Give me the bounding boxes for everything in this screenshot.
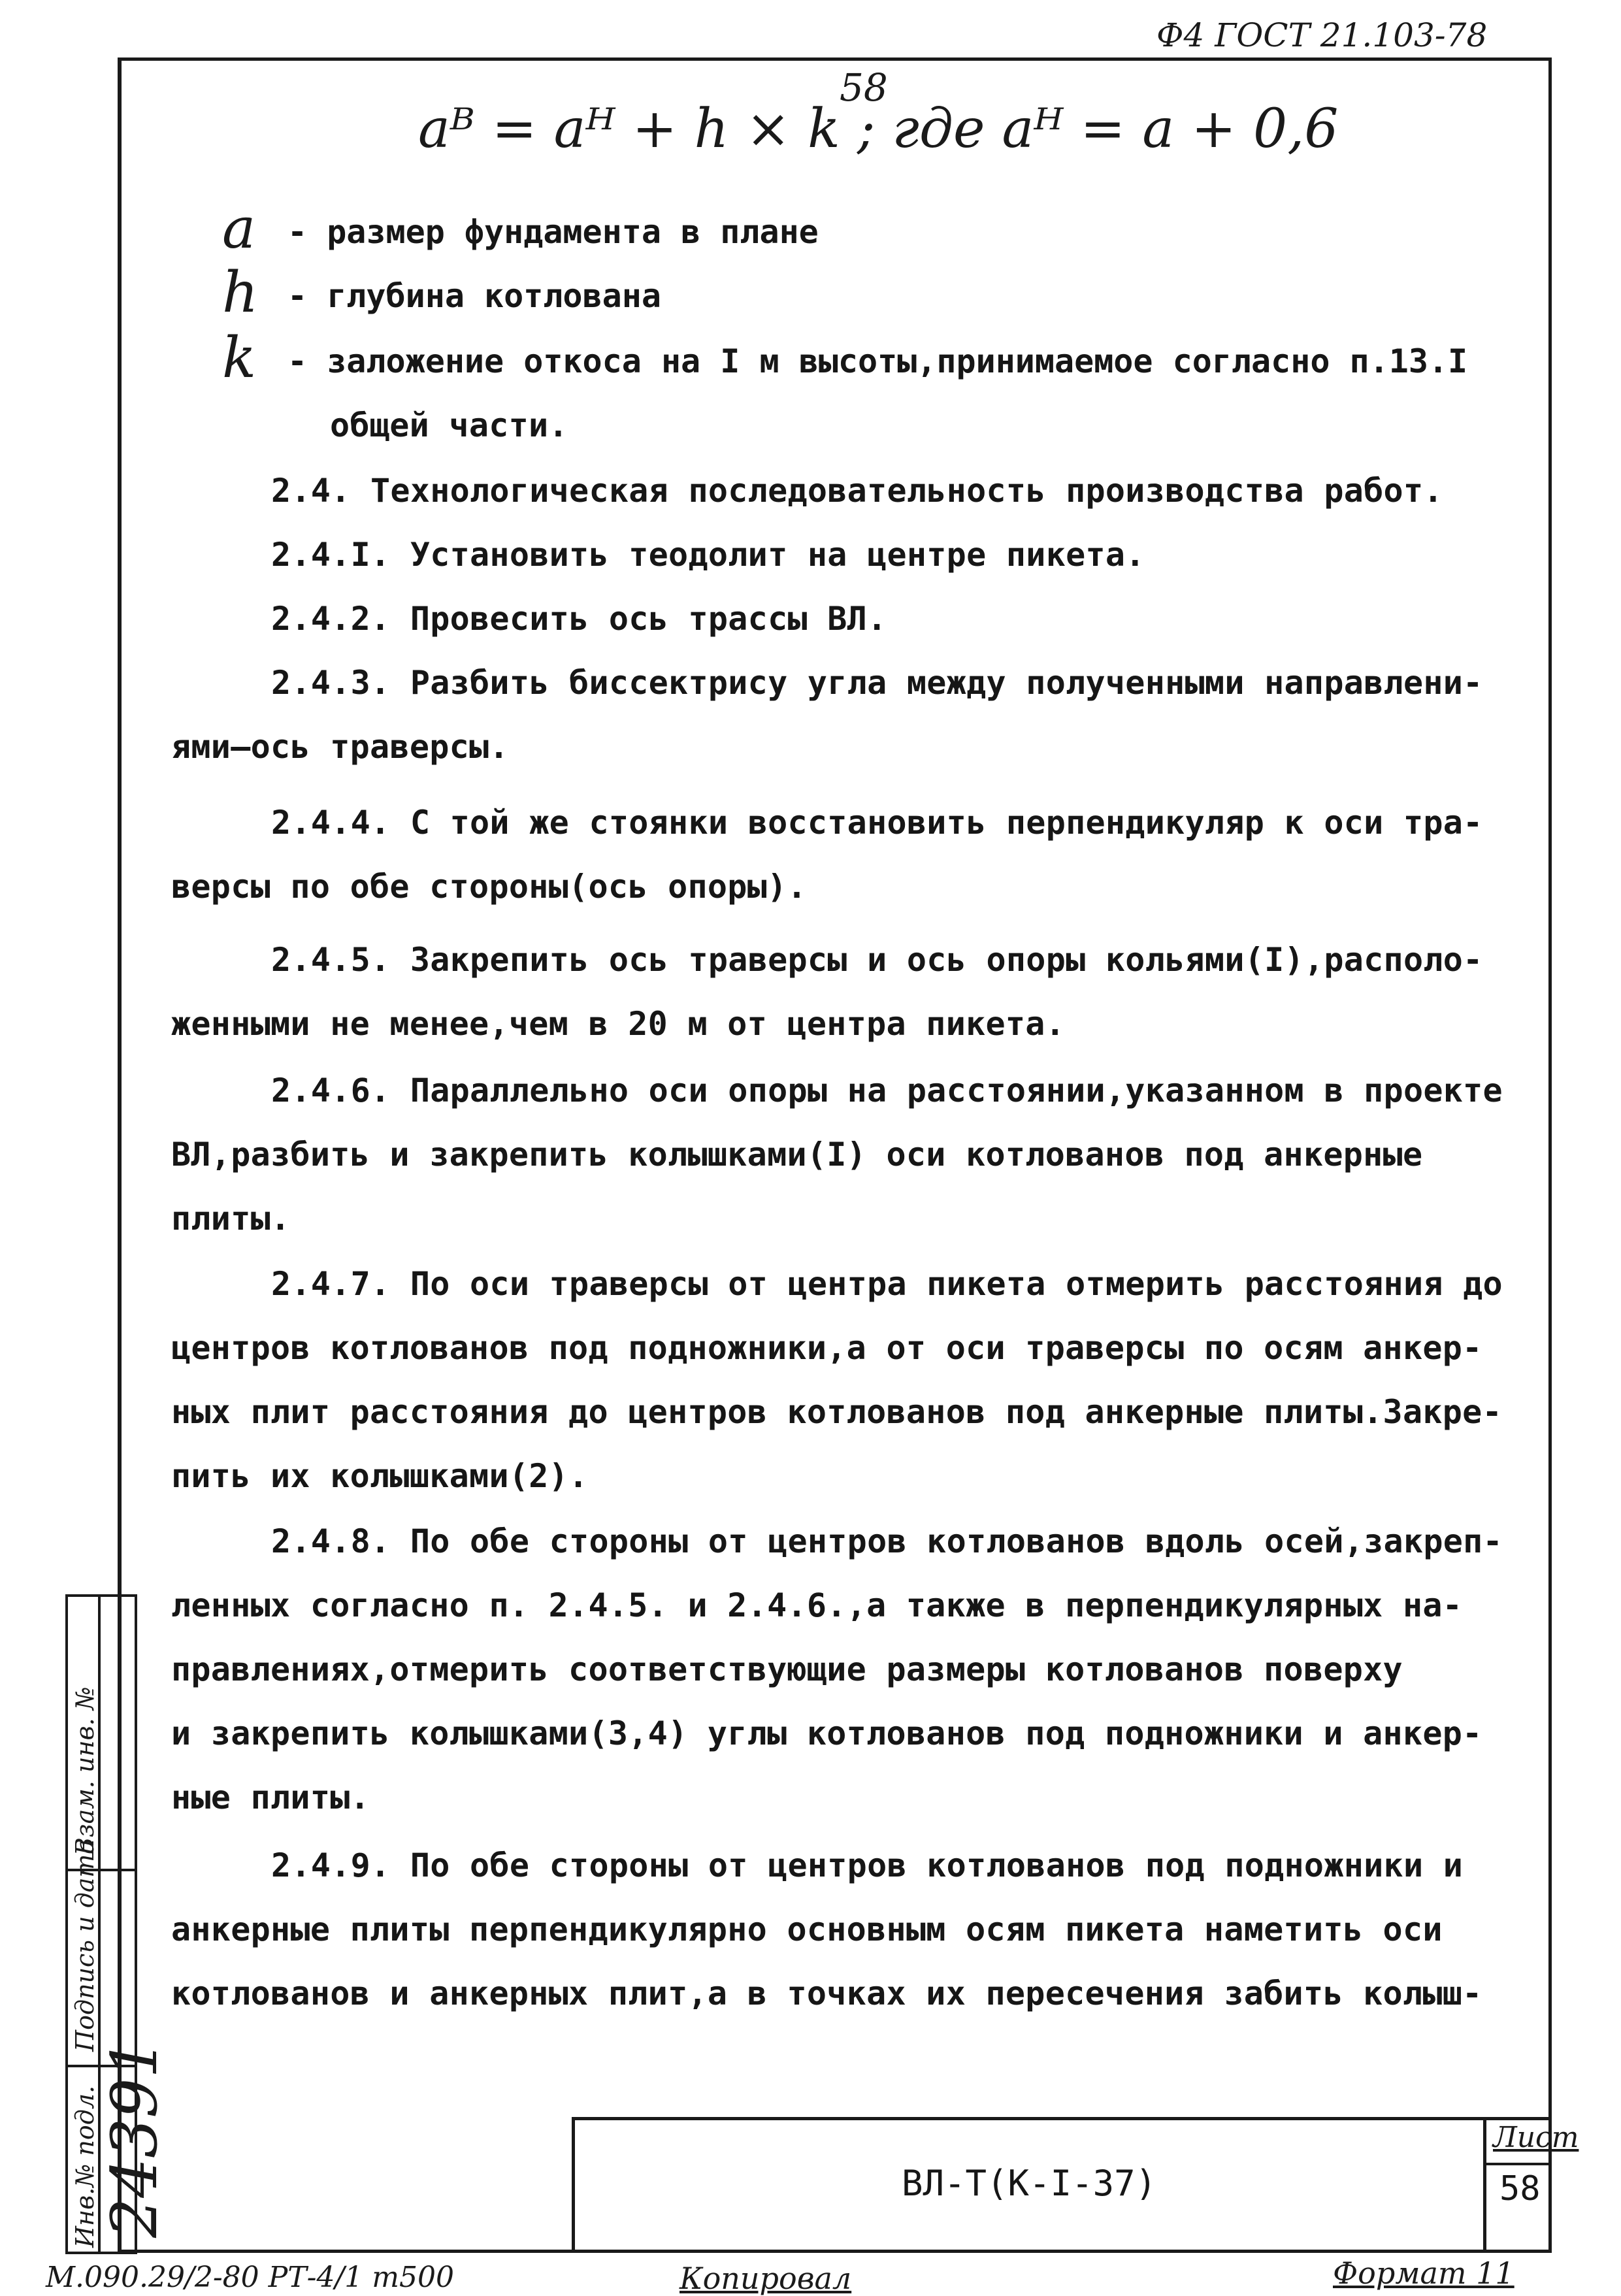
text-line: ями—ось траверсы. — [171, 728, 509, 766]
text-line: ленных согласно п. 2.4.5. и 2.4.6.,а также в перпендикулярных на- — [171, 1586, 1463, 1624]
text-line: 2.4.I. Установить теодолит на центре пикета. — [271, 536, 1145, 574]
footer-copied-by: Копировал — [680, 2261, 852, 2296]
footer-left: М.090.29/2-80 РТ-4/1 т500 — [46, 2261, 454, 2294]
legend-symbol-a: a — [222, 196, 256, 261]
title-block-divider — [1483, 2163, 1552, 2165]
side-stamp-label-inventory: Инв.№ подл. — [71, 2085, 99, 2248]
text-line: анкерные плиты перпендикулярно основным осям пикета наметить оси — [171, 1911, 1443, 1948]
legend-text-h: - глубина котлована — [287, 277, 661, 315]
text-line: плиты. — [171, 1200, 291, 1238]
text-line: 2.4.7. По оси траверсы от центра пикета отмерить расстояния до — [271, 1265, 1503, 1303]
text-line: 2.4.8. По обе стороны от центров котлованов вдоль осей,закреп- — [271, 1522, 1503, 1560]
legend-symbol-k: k — [222, 325, 257, 391]
text-line: 2.4.3. Разбить биссектрису угла между полученными направлени- — [271, 664, 1483, 702]
text-line: 2.4.9. По обе стороны от центров котлованов под подножники и — [271, 1846, 1464, 1884]
text-line: ВЛ,разбить и закрепить колышками(I) оси котлованов под анкерные — [171, 1136, 1423, 1173]
inventory-number: 24391 — [98, 2038, 171, 2238]
title-block-divider — [1483, 2117, 1486, 2253]
formula: aᴮ = aᴴ + h × k ; где aᴴ = a + 0,6 — [418, 98, 1339, 160]
side-stamp-label-signature: Подпись и дата — [71, 1839, 99, 2052]
text-line: котлованов и анкерных плит,а в точках их пересечения забить колыш- — [171, 1975, 1482, 2012]
text-line: 2.4.5. Закрепить ось траверсы и ось опоры кольями(I),располо- — [271, 941, 1483, 979]
text-line: пить их колышками(2). — [171, 1457, 589, 1495]
legend-symbol-h: h — [222, 260, 259, 325]
text-line: 2.4.4. С той же стоянки восстановить перпендикуляр к оси тра- — [271, 804, 1483, 842]
text-line: правлениях,отмерить соответствующие размеры котлованов поверху — [171, 1650, 1403, 1688]
text-line: ные плиты. — [171, 1779, 370, 1816]
handwritten-page-number: 58 — [840, 65, 888, 110]
text-line: ных плит расстояния до центров котлованов под анкерные плиты.Закре- — [171, 1393, 1502, 1431]
text-line: общей части. — [330, 406, 568, 444]
legend-text-a: - размер фундамента в плане — [287, 213, 819, 251]
text-line: центров котлованов под подножники,а от оси траверсы по осям анкер- — [171, 1329, 1482, 1367]
text-line: версы по обе стороны(ось опоры). — [171, 868, 807, 906]
section-heading: 2.4. Технологическая последовательность производства работ. — [271, 472, 1443, 510]
footer-format: Формат 11 — [1333, 2255, 1515, 2291]
text-line: женными не менее,чем в 20 м от центра пикета. — [171, 1005, 1066, 1043]
gost-stamp: Ф4 ГОСТ 21.103-78 — [1156, 16, 1488, 54]
legend-text-k: - заложение откоса на I м высоты,принимаемое согласно п.13.I — [287, 342, 1468, 380]
side-stamp-label-replacement: Взам. инв. № — [71, 1686, 99, 1856]
sheet-number: 58 — [1499, 2169, 1541, 2208]
text-line: 2.4.2. Провесить ось трассы ВЛ. — [271, 600, 887, 638]
sheet-label: Лист — [1493, 2121, 1579, 2154]
document-code: ВЛ-Т(К-I-37) — [902, 2163, 1157, 2204]
text-line: 2.4.6. Параллельно оси опоры на расстоянии,указанном в проекте — [271, 1072, 1503, 1109]
text-line: и закрепить колышками(3,4) углы котлованов под подножники и анкер- — [171, 1714, 1482, 1752]
